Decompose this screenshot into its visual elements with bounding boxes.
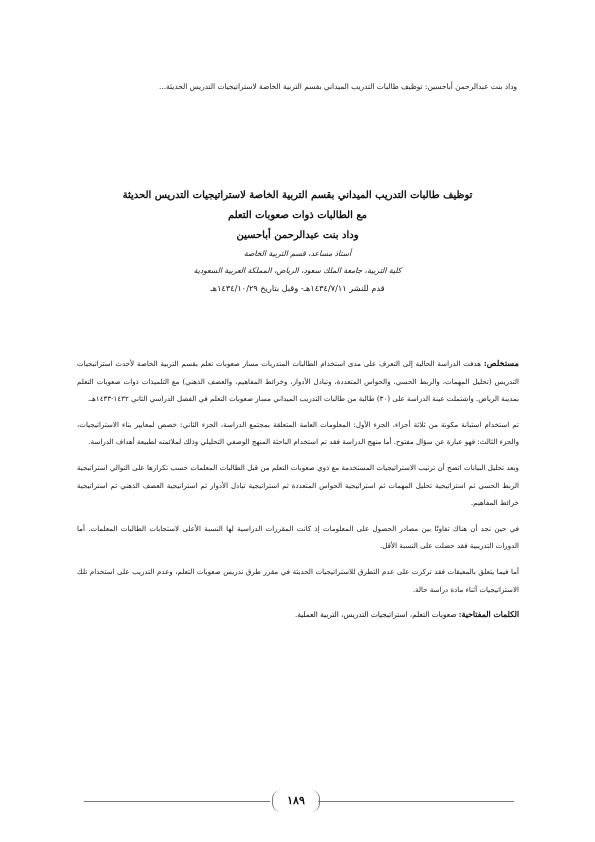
abstract	[77, 355, 519, 606]
paper-title-line-2: مع الطالبات ذوات صعوبات التعلم	[227, 210, 368, 221]
abstract-paragraph-5: أما فيما يتعلق بالمعيقات فقد تركزت على عدم التطرق للاستراتيجيات الحديثة في مقرر طرق تدريس صعوبات التعلم، وعدم التدريب على استخدام تلك الاستراتيجيات أثناء مادة دراسة حالة.	[77, 566, 519, 594]
title-block	[70, 186, 525, 297]
author-position: أستاذ مساعد، قسم التربية الخاصة	[243, 249, 352, 258]
running-header: وداد بنت عبدالرحمن أباحسين: توظيف طالبات التدريب الميداني بقسم التربية الخاصة لاستراتيجيات التدريس الحديثة...	[159, 82, 517, 91]
paper-title-line-1: توظيف طالبات التدريب الميداني بقسم التربية الخاصة لاستراتيجيات التدريس الحديثة	[122, 190, 473, 201]
footer-rule-left	[84, 801, 270, 802]
author-name: وداد بنت عبدالرحمن أباحسين	[236, 230, 359, 241]
author-affiliation: كلية التربية، جامعة الملك سعود، الرياض، المملكة العربية السعودية	[193, 266, 402, 275]
abstract-paragraph-2: تم استخدام استبانة مكونة من ثلاثة أجزاء، الجزء الأول: المعلومات العامة المتعلقة بمجتمع الدراسة، الجزء الثاني: خصص لمعايير بناء الاستراتيجيات، والجزء الثالث: فهو عبارة عن سؤال مفتوح. أما منهج الدراسة فقد تم استخدام الباحثة المنهج الوصفي التحليلي وذلك لملائمته لطبيعة أهداف الدراسة.	[77, 419, 519, 447]
keywords-text: صعوبات التعلم، استراتيجيات التدريس، التربية العملية.	[294, 610, 457, 619]
abstract-text-1: هدفت الدراسة الحالية إلى التعرف على مدى استخدام الطالبات المتدربات مسار صعوبات تعلم بقسم التربية الخاصة لأحدث استراتيجيات التدريس (تحليل المهمات، والربط الحسي، والحواس المتعددة، وتبادل الأدوار، وخرائط المفاهيم، والعصف الذهني) مع التلميذات ذوات صعوبات التعلم بمدينة الرياض. واشتملت عينة الدراسة على (٣٠) طالبة من طالبات التدريب الميداني مسار صعوبات التعلم في الفصل الدراسي الثاني ١٤٣٢-١٤٣٣هـ.	[77, 359, 519, 404]
abstract-label: مستخلص:	[483, 358, 519, 368]
footer-rule-right	[318, 801, 514, 802]
abstract-paragraph-3: وبعد تحليل البيانات اتضح أن ترتيب الاستراتيجيات المستخدمة مع ذوي صعوبات التعلم من قبل الطالبات المعلمات حسب تكرارها على التوالي استراتيجية الربط الحسي ثم استراتيجية تحليل المهمات ثم استراتيجية الحواس المتعددة ثم استراتيجية تبادل الأدوار ثم استراتيجية العصف الذهني ثم استراتيجية خرائط المفاهيم.	[77, 462, 519, 508]
abstract-paragraph-4: في حين نجد أن هناك تفاوتًا بين مصادر الحصول على المعلومات إذ كانت المقررات الدراسية لها النسبة الأعلى لاستجابات الطالبات المعلمات. أما الدورات التدريبية فقد حصلت على النسبة الأقل.	[77, 523, 519, 551]
submission-dates: قدم للنشر ١٤٣٤/٧/١١هـ- وقبل بتاريخ ١٤٣٤/١٠/٢٩هـ	[210, 283, 385, 293]
abstract-paragraph-1	[77, 355, 519, 408]
keywords-label: الكلمات المفتاحية:	[458, 610, 519, 619]
page-number: ١٨٩	[272, 790, 320, 812]
keywords	[77, 606, 519, 623]
